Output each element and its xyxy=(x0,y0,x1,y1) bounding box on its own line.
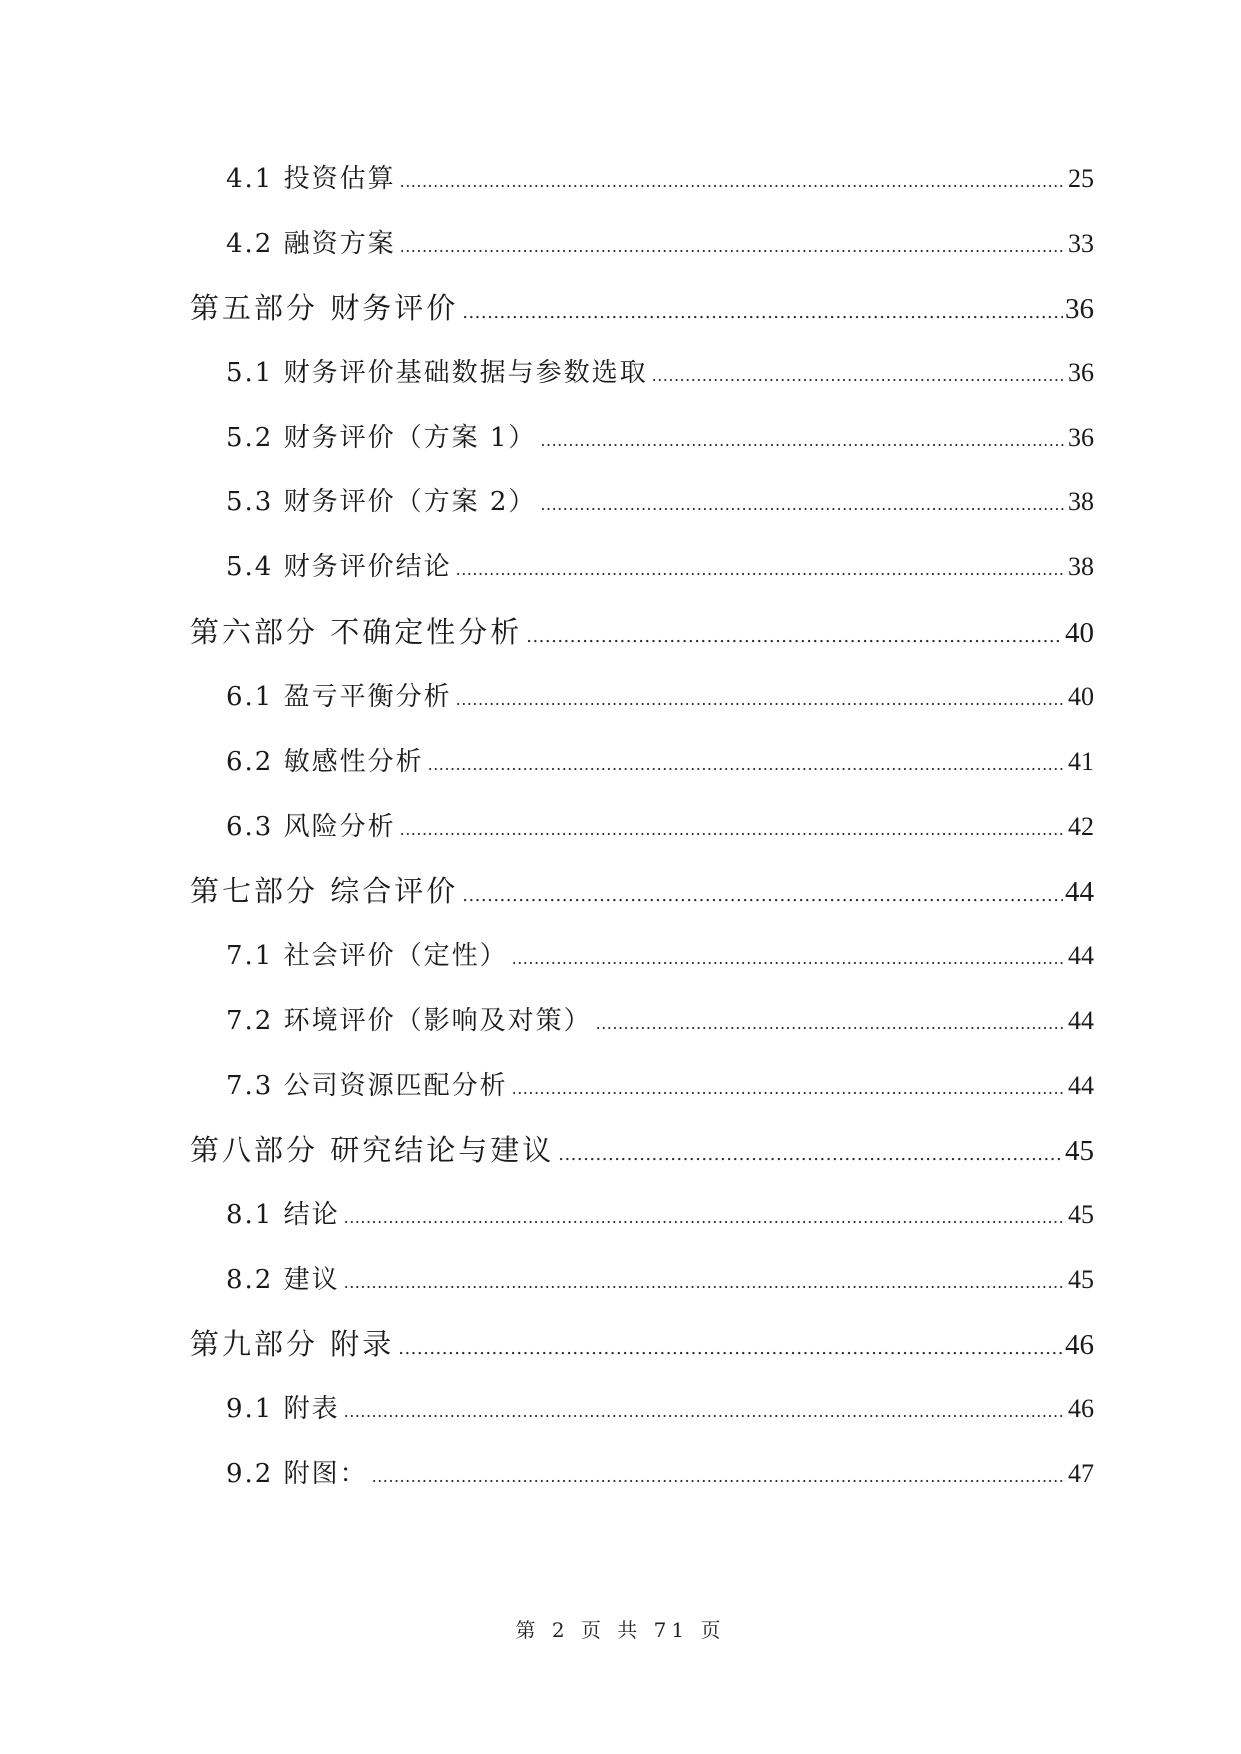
toc-dot-leader xyxy=(372,1467,1066,1486)
toc-entry-part-5[interactable] xyxy=(190,286,1094,330)
toc-entry-5-3[interactable] xyxy=(226,481,1094,525)
toc-dot-leader xyxy=(462,302,1063,323)
toc-entry-5-1[interactable] xyxy=(226,352,1094,396)
toc-entry-label: 9.2 附图： xyxy=(226,1459,368,1489)
toc-entry-5-4[interactable] xyxy=(226,546,1094,590)
toc-page-number: 36 xyxy=(1068,423,1094,452)
toc-entry-label: 第五部分 财务评价 xyxy=(190,291,459,325)
toc-page-number: 41 xyxy=(1068,747,1094,776)
toc-entry-6-3[interactable] xyxy=(226,806,1094,850)
toc-entry-9-1[interactable] xyxy=(226,1388,1094,1432)
toc-entry-label: 6.1 盈亏平衡分析 xyxy=(226,682,452,712)
toc-entry-part-7[interactable] xyxy=(190,869,1094,913)
toc-entry-label: 7.1 社会评价（定性） xyxy=(226,941,508,971)
toc-entry-label: 8.2 建议 xyxy=(226,1265,340,1295)
toc-page-number: 33 xyxy=(1068,229,1094,258)
toc-entry-7-1[interactable] xyxy=(226,935,1094,979)
toc-page-number: 45 xyxy=(1068,1265,1094,1294)
toc-page-number: 44 xyxy=(1068,1006,1094,1035)
toc-entry-label: 5.3 财务评价（方案 2） xyxy=(226,487,537,517)
toc-entry-8-1[interactable] xyxy=(226,1194,1094,1238)
toc-dot-leader xyxy=(462,885,1063,906)
toc-page-number: 46 xyxy=(1065,1329,1094,1361)
toc-page-number: 25 xyxy=(1068,164,1094,193)
toc-entry-label: 第六部分 不确定性分析 xyxy=(190,615,523,649)
toc-entry-label: 7.2 环境评价（影响及对策） xyxy=(226,1006,592,1036)
toc-page-number: 44 xyxy=(1068,1071,1094,1100)
toc-entry-6-2[interactable] xyxy=(226,741,1094,785)
toc-entry-label: 5.2 财务评价（方案 1） xyxy=(226,423,537,453)
toc-dot-leader xyxy=(526,626,1063,647)
toc-entry-6-1[interactable] xyxy=(226,676,1094,720)
toc-entry-label: 第七部分 综合评价 xyxy=(190,874,459,908)
toc-page-number: 36 xyxy=(1065,293,1094,325)
toc-dot-leader xyxy=(512,1079,1066,1098)
toc-dot-leader xyxy=(540,495,1066,514)
toc-dot-leader xyxy=(400,237,1066,256)
toc-page-number: 45 xyxy=(1065,1135,1094,1167)
toc-entry-label: 第八部分 研究结论与建议 xyxy=(190,1133,555,1167)
toc-entry-4-2[interactable] xyxy=(226,223,1094,267)
page-footer: 第 2 页 共 71 页 xyxy=(515,1618,726,1642)
toc-page-number: 36 xyxy=(1068,358,1094,387)
toc-dot-leader xyxy=(428,755,1066,774)
toc-page-number: 44 xyxy=(1068,941,1094,970)
toc-entry-label: 第九部分 附录 xyxy=(190,1327,395,1361)
toc-page-number: 40 xyxy=(1068,682,1094,711)
toc-entry-label: 8.1 结论 xyxy=(226,1200,340,1230)
toc-dot-leader xyxy=(540,431,1066,450)
toc-entry-label: 6.2 敏感性分析 xyxy=(226,747,424,777)
toc-dot-leader xyxy=(344,1402,1066,1421)
toc-dot-leader xyxy=(344,1208,1066,1227)
toc-entry-7-2[interactable] xyxy=(226,1000,1094,1044)
toc-dot-leader xyxy=(596,1014,1066,1033)
toc-entry-part-8[interactable] xyxy=(190,1128,1094,1172)
toc-dot-leader xyxy=(344,1273,1066,1292)
toc-entry-label: 4.1 投资估算 xyxy=(226,164,396,194)
toc-entry-7-3[interactable] xyxy=(226,1065,1094,1109)
toc-entry-label: 4.2 融资方案 xyxy=(226,229,396,259)
toc-entry-part-6[interactable] xyxy=(190,610,1094,654)
toc-dot-leader xyxy=(400,820,1066,839)
toc-page-number: 38 xyxy=(1068,552,1094,581)
toc-entry-label: 5.1 财务评价基础数据与参数选取 xyxy=(226,358,648,388)
toc-entry-label: 7.3 公司资源匹配分析 xyxy=(226,1071,508,1101)
toc-dot-leader xyxy=(398,1338,1063,1359)
toc-page-number: 45 xyxy=(1068,1200,1094,1229)
toc-dot-leader xyxy=(456,690,1066,709)
toc-entry-label: 9.1 附表 xyxy=(226,1394,340,1424)
toc-page-number: 44 xyxy=(1065,876,1094,908)
toc-dot-leader xyxy=(400,172,1066,191)
toc-entry-4-1[interactable] xyxy=(226,158,1094,202)
toc-entry-5-2[interactable] xyxy=(226,417,1094,461)
toc-dot-leader xyxy=(456,560,1066,579)
toc-dot-leader xyxy=(652,366,1066,385)
toc-dot-leader xyxy=(558,1144,1063,1165)
toc-page-number: 40 xyxy=(1065,617,1094,649)
toc-entry-label: 5.4 财务评价结论 xyxy=(226,552,452,582)
toc-entry-label: 6.3 风险分析 xyxy=(226,812,396,842)
toc-entry-8-2[interactable] xyxy=(226,1259,1094,1303)
toc-page-number: 42 xyxy=(1068,812,1094,841)
toc-page-number: 38 xyxy=(1068,487,1094,516)
toc-dot-leader xyxy=(512,949,1066,968)
toc-entry-part-9[interactable] xyxy=(190,1322,1094,1366)
toc-page-number: 46 xyxy=(1068,1394,1094,1423)
toc-page-number: 47 xyxy=(1068,1459,1094,1488)
toc-entry-9-2[interactable] xyxy=(226,1453,1094,1497)
